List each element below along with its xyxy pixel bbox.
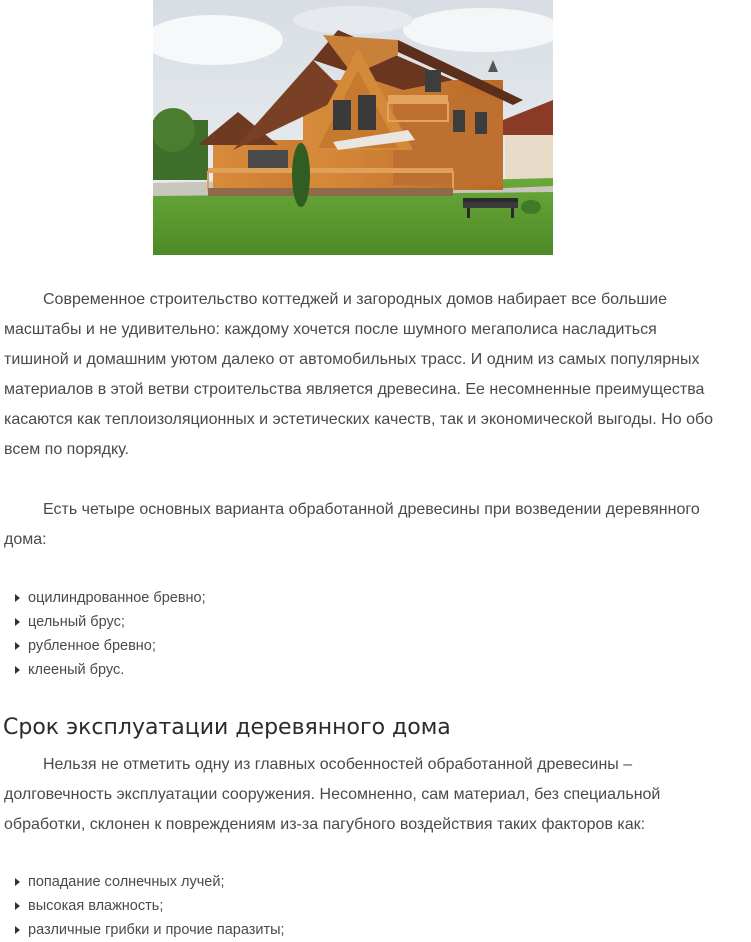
list-item (14, 894, 285, 918)
bullet-icon (15, 878, 20, 886)
list-item (14, 634, 206, 658)
bullet-icon (15, 902, 20, 910)
list-item-text: оцилиндрованное бревно; (28, 590, 206, 606)
bullet-icon (15, 618, 20, 626)
damage-factors-list (14, 870, 285, 942)
section-paragraph: Нельзя не отметить одну из главных особенностей обработанной древесины – долговечность эксплуатации сооружения. Несомненно, сам материал, без специальной обработки, склонен к повреждениям из-за пагубного воздействия таких факторов как: (4, 756, 661, 833)
wooden-house-photo (153, 0, 553, 255)
intro-paragraph: Современное строительство коттеджей и загородных домов набирает все большие масштабы и не удивительно: каждому хочется после шумного мегаполиса насладиться тишиной и домашним уютом далеко от автомобильных трасс. И одним из самых популярных материалов в этой ветви строительства является древесина. Ее несомненные преимущества касаются как теплоизоляционных и эстетических качеств, так и экономической выгоды. Но обо всем по порядку. (4, 291, 714, 458)
list-item-text: цельный брус; (28, 614, 125, 630)
list-item-text: клееный брус. (28, 662, 125, 678)
list-item (14, 586, 206, 610)
section-heading: Срок эксплуатации деревянного дома (3, 715, 451, 740)
list-item (14, 610, 206, 634)
list-item-text: высокая влажность; (28, 898, 164, 914)
wood-types-intro: Есть четыре основных варианта обработанной древесины при возведении деревянного дома: (4, 501, 700, 548)
list-item (14, 870, 285, 894)
wood-types-list (14, 586, 206, 682)
list-item-text: различные грибки и прочие паразиты; (28, 922, 285, 938)
bullet-icon (15, 594, 20, 602)
bullet-icon (15, 926, 20, 934)
list-item-text: попадание солнечных лучей; (28, 874, 225, 890)
list-item-text: рубленное бревно; (28, 638, 156, 654)
list-item (14, 658, 206, 682)
bullet-icon (15, 666, 20, 674)
bullet-icon (15, 642, 20, 650)
list-item (14, 918, 285, 942)
